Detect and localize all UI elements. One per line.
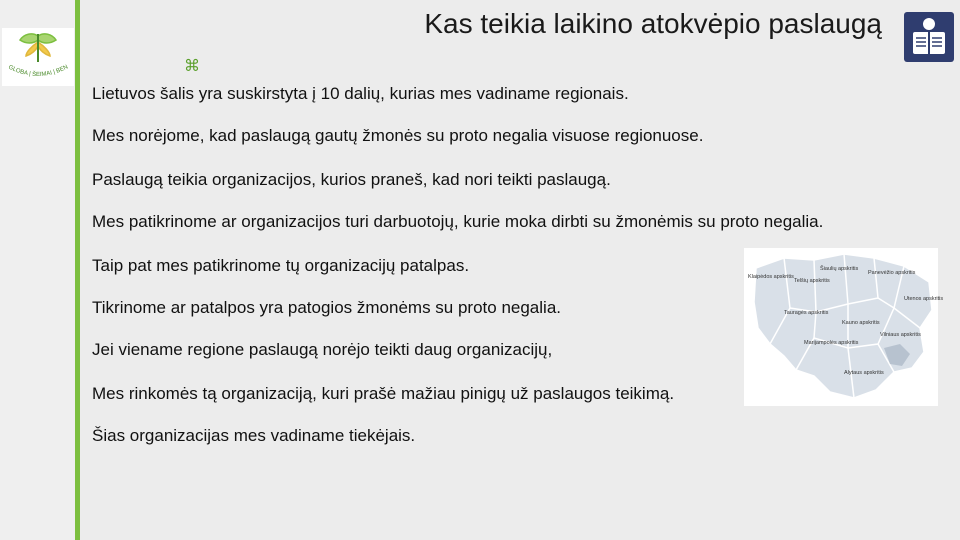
green-accent-bar — [75, 0, 80, 540]
map-label: Panevėžio apskritis — [868, 270, 916, 276]
map-label: Telšių apskritis — [794, 278, 830, 284]
map-label: Kauno apskritis — [842, 320, 880, 326]
paragraph: Paslaugą teikia organizacijos, kurios praneš, kad nori teikti paslaugą. — [92, 170, 611, 189]
map-label: Tauragės apskritis — [784, 310, 829, 316]
bullet-glyph: ⌘ — [184, 58, 200, 75]
paragraph: Mes patikrinome ar organizacijos turi darbuotojų, kurie moka dirbti su žmonėmis su proto negalia. — [92, 212, 824, 231]
paragraph: Lietuvos šalis yra suskirstyta į 10 dalių, kurias mes vadiname regionais. — [92, 84, 629, 103]
map-label: Vilniaus apskritis — [880, 332, 921, 338]
logo-text: GLOBA | ŠEIMAI | BEN — [7, 64, 70, 79]
paragraph: Jei viename regione paslaugą norėjo teikti daug organizacijų, — [92, 340, 553, 359]
paragraph: Šias organizacijas mes vadiname tiekėjais. — [92, 426, 416, 445]
map-label: Alytaus apskritis — [844, 370, 884, 376]
map-label: Klaipėdos apskritis — [748, 274, 794, 280]
map-label: Marijampolės apskritis — [804, 340, 859, 346]
slide-title: Kas teikia laikino atokvėpio paslaugą — [424, 8, 882, 39]
lithuania-regions-map — [744, 248, 944, 406]
paragraph: Mes norėjome, kad paslaugą gautų žmonės su proto negalia visuose regionuose. — [92, 126, 704, 145]
organization-logo — [2, 28, 74, 86]
map-label: Šiaulių apskritis — [820, 266, 859, 272]
paragraph: Tikrinome ar patalpos yra patogios žmonėms su proto negalia. — [92, 298, 561, 317]
paragraph: Mes rinkomės tą organizaciją, kuri prašė mažiau pinigų už paslaugos teikimą. — [92, 384, 675, 403]
map-label: Utenos apskritis — [904, 296, 944, 302]
easy-read-icon — [904, 12, 954, 62]
paragraph: Taip pat mes patikrinome tų organizacijų patalpas. — [92, 256, 470, 275]
